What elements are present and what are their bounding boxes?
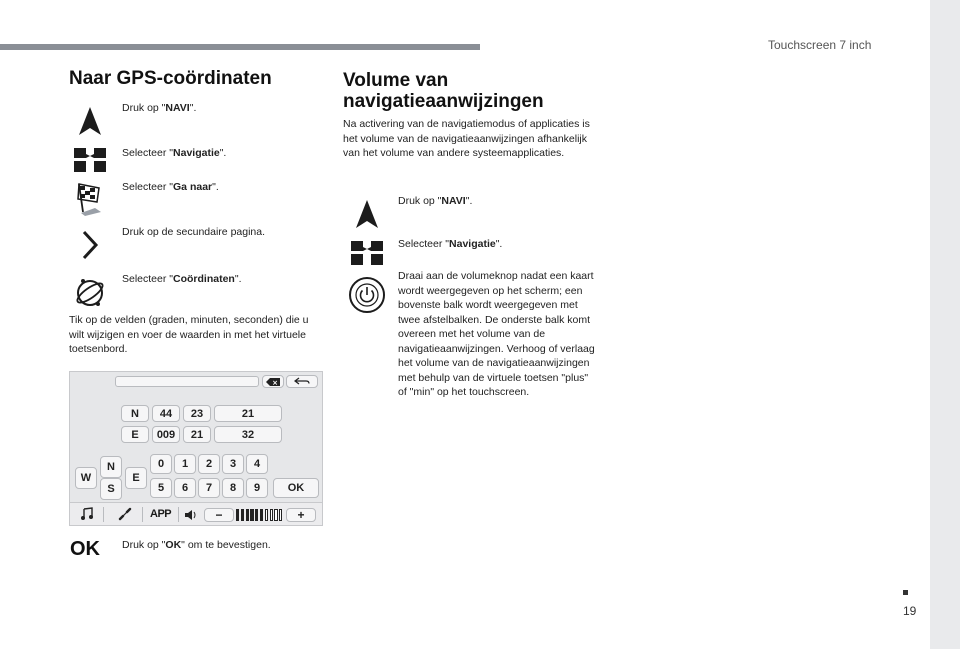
volume-segment bbox=[255, 509, 258, 521]
screen-bottom-bar bbox=[70, 502, 322, 525]
page-marker bbox=[903, 590, 908, 595]
right-step-3: Draai aan de volumeknop nadat een kaart wordt weergegeven op het scherm; een bovenste balk wordt weergegeven met twee afstelbalken. De onderste balk komt overeen met het volume van de navigatieaanwijzingen. Verhoog of verlaag het volume van de navigatieaanwijzingen met behulp van de virtuele toetsen "plus" of "min" op het touchscreen. bbox=[398, 270, 595, 398]
left-step-3: Selecteer "Ga naar". bbox=[122, 181, 219, 193]
volume-segment bbox=[250, 509, 253, 521]
chevron-right-icon bbox=[73, 228, 107, 262]
digit-key[interactable]: 8 bbox=[222, 478, 244, 498]
right-step-2: Selecteer "Navigatie". bbox=[398, 238, 503, 250]
volume-level-bar[interactable] bbox=[236, 509, 284, 521]
left-step-4: Druk op de secundaire pagina. bbox=[122, 226, 266, 238]
back-key[interactable] bbox=[286, 375, 318, 388]
longitude-degrees-field[interactable]: 009 bbox=[152, 426, 180, 443]
left-step-2: Selecteer "Navigatie". bbox=[122, 147, 227, 159]
digit-key[interactable]: 7 bbox=[198, 478, 220, 498]
right-step-1: Druk op "NAVI". bbox=[398, 195, 473, 207]
volume-minus-key[interactable]: − bbox=[204, 508, 234, 522]
compass-east-key[interactable]: E bbox=[125, 467, 147, 489]
power-knob-icon bbox=[348, 276, 386, 314]
longitude-direction-key[interactable]: E bbox=[121, 426, 149, 443]
coordinate-input-field[interactable] bbox=[115, 376, 259, 387]
left-step-ok: Druk op "OK" om te bevestigen. bbox=[122, 539, 271, 551]
volume-segment bbox=[265, 509, 268, 521]
left-step-1: Druk op "NAVI". bbox=[122, 102, 197, 114]
latitude-seconds-field[interactable]: 21 bbox=[214, 405, 282, 422]
compass-north-key[interactable]: N bbox=[100, 456, 122, 478]
volume-segment bbox=[236, 509, 239, 521]
digit-key[interactable]: 9 bbox=[246, 478, 268, 498]
digit-key[interactable]: 0 bbox=[150, 454, 172, 474]
backspace-icon bbox=[266, 378, 280, 386]
volume-segment bbox=[241, 509, 244, 521]
navigation-menu-icon bbox=[73, 143, 107, 177]
app-button[interactable]: APP bbox=[150, 508, 172, 520]
compass-west-key[interactable]: W bbox=[75, 467, 97, 489]
volume-segment bbox=[260, 509, 263, 521]
left-paragraph: Tik op de velden (graden, minuten, seconden) die u wilt wijzigen en voer de waarden in met het virtuele toetsenbord. bbox=[69, 314, 309, 355]
latitude-minutes-field[interactable]: 23 bbox=[183, 405, 211, 422]
bar-separator bbox=[142, 507, 143, 522]
navigation-menu-icon bbox=[350, 236, 384, 270]
volume-plus-key[interactable]: + bbox=[286, 508, 316, 522]
bar-separator bbox=[103, 507, 104, 522]
globe-icon bbox=[73, 276, 107, 310]
digit-key[interactable]: 2 bbox=[198, 454, 220, 474]
right-intro: Na activering van de navigatiemodus of applicaties is het volume van de navigatieaanwijzingen afhankelijk van het volume van andere systeemapplicaties. bbox=[343, 118, 590, 159]
latitude-direction-key[interactable]: N bbox=[121, 405, 149, 422]
svg-text:×: × bbox=[272, 378, 278, 386]
navi-arrow-icon bbox=[350, 197, 384, 231]
latitude-degrees-field[interactable]: 44 bbox=[152, 405, 180, 422]
digit-key[interactable]: 4 bbox=[246, 454, 268, 474]
ok-key[interactable]: OK bbox=[273, 478, 319, 498]
left-heading: Naar GPS-coördinaten bbox=[69, 68, 272, 89]
ok-icon: OK bbox=[70, 538, 100, 560]
longitude-seconds-field[interactable]: 32 bbox=[214, 426, 282, 443]
digit-key[interactable]: 3 bbox=[222, 454, 244, 474]
volume-segment bbox=[246, 509, 249, 521]
header-rule bbox=[0, 44, 480, 50]
coordinate-keypad-screen bbox=[69, 371, 323, 526]
volume-segment bbox=[279, 509, 282, 521]
back-arrow-icon bbox=[294, 377, 310, 386]
bar-separator bbox=[178, 507, 179, 522]
digit-key[interactable]: 1 bbox=[174, 454, 196, 474]
volume-segment bbox=[270, 509, 273, 521]
header-title: Touchscreen 7 inch bbox=[768, 38, 872, 52]
backspace-key[interactable] bbox=[262, 375, 284, 388]
volume-segment bbox=[274, 509, 277, 521]
side-strip bbox=[930, 0, 960, 649]
speaker-icon bbox=[184, 508, 198, 526]
phone-icon[interactable] bbox=[118, 507, 132, 526]
digit-key[interactable]: 5 bbox=[150, 478, 172, 498]
checkered-flag-icon bbox=[73, 182, 107, 216]
digit-key[interactable]: 6 bbox=[174, 478, 196, 498]
music-note-icon[interactable] bbox=[80, 507, 94, 526]
navi-arrow-icon bbox=[73, 104, 107, 138]
page-number: 19 bbox=[903, 604, 917, 618]
left-step-5: Selecteer "Coördinaten". bbox=[122, 273, 242, 285]
right-heading: Volume van navigatieaanwijzingen bbox=[343, 70, 544, 112]
compass-south-key[interactable]: S bbox=[100, 478, 122, 500]
longitude-minutes-field[interactable]: 21 bbox=[183, 426, 211, 443]
